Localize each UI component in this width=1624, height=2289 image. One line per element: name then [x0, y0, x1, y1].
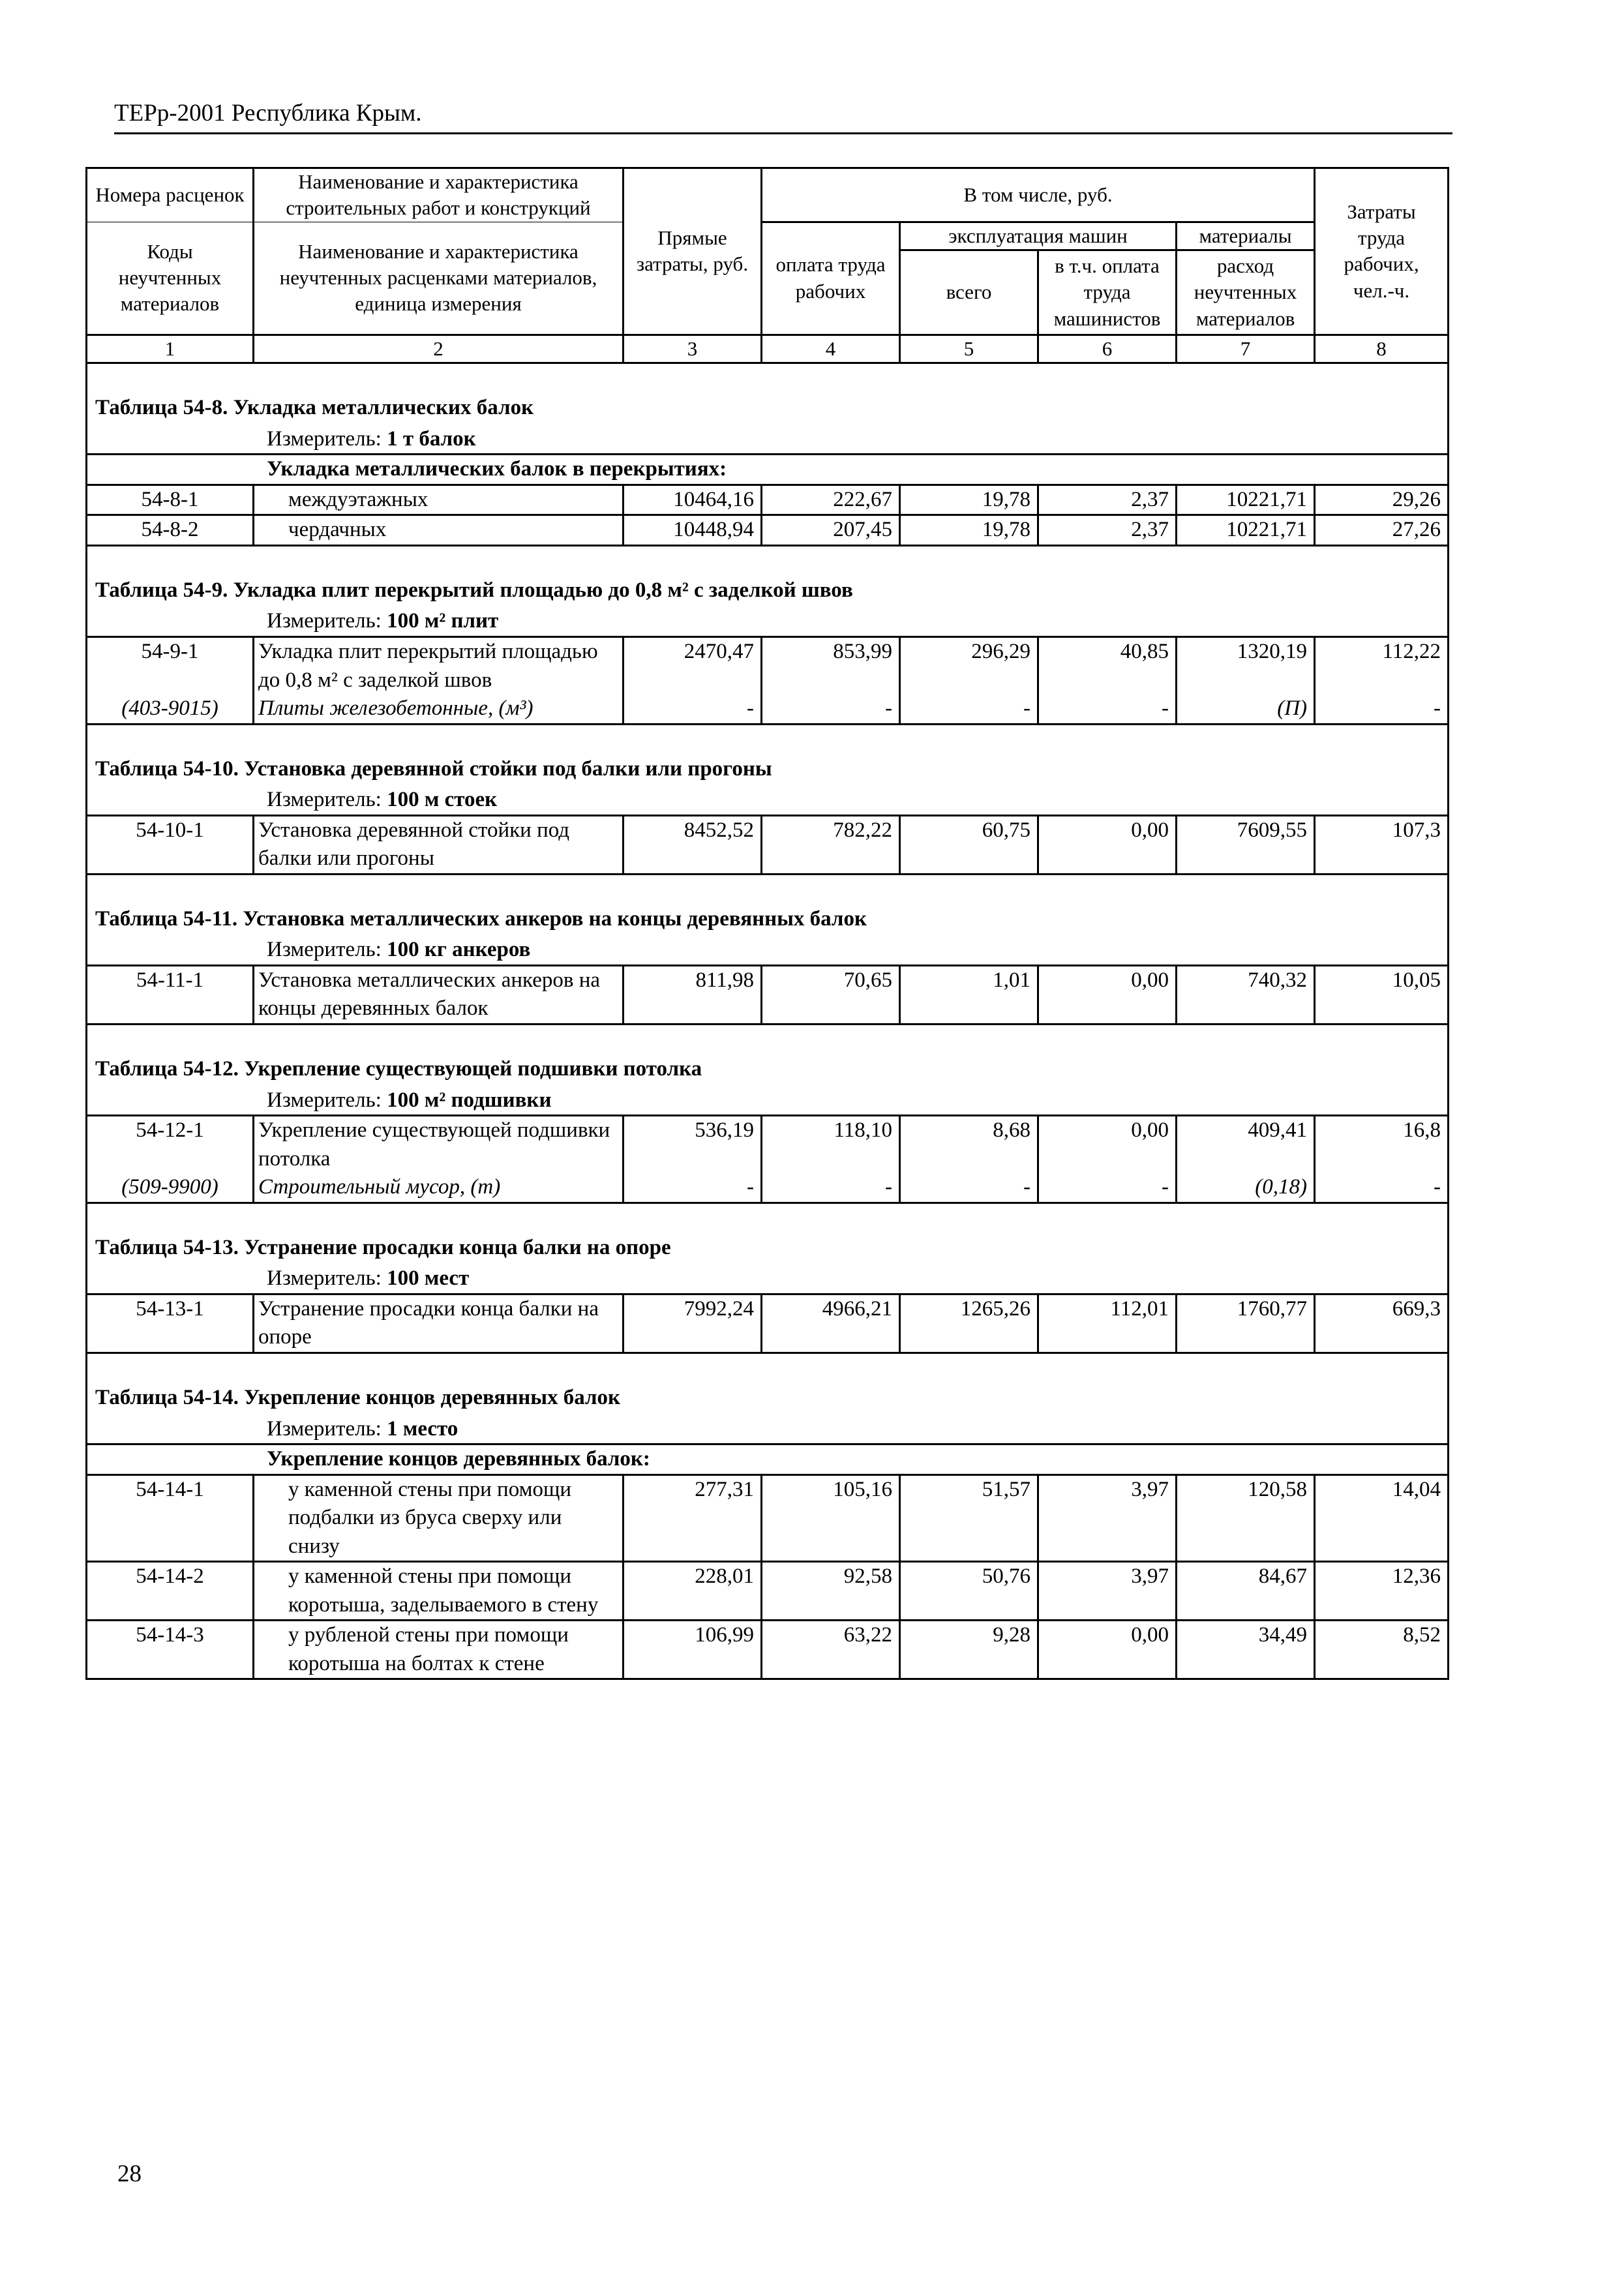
col6-header: в т.ч. оплата труда машинистов — [1038, 250, 1177, 335]
material-value-col-6: - — [1038, 695, 1177, 724]
material-code: (509-9900) — [87, 1173, 254, 1203]
value-col-6: 2,37 — [1038, 515, 1177, 546]
section-title: Таблица 54-12. Укрепление существующей подшивки потолка — [87, 1025, 1449, 1084]
value-col-6: 0,00 — [1038, 1621, 1177, 1679]
table-row — [87, 815, 1449, 874]
material-value-col-3: - — [624, 695, 762, 724]
material-value-col-7: (П) — [1177, 695, 1315, 724]
value-col-8: 669,3 — [1315, 1294, 1449, 1353]
measure-row — [87, 1262, 1449, 1294]
colnum-7: 7 — [1177, 335, 1315, 363]
value-col-7: 1320,19 — [1177, 637, 1315, 695]
measure-label: Измеритель: — [267, 1416, 387, 1441]
rate-code: 54-12-1 — [87, 1116, 254, 1174]
measure-value: 100 м² подшивки — [387, 1088, 552, 1112]
value-col-6: 0,00 — [1038, 1116, 1177, 1174]
section-title: Таблица 54-14. Укрепление концов деревянных балок — [87, 1353, 1449, 1412]
section-title-row — [87, 363, 1449, 423]
value-col-8: 107,3 — [1315, 815, 1449, 874]
col2-bottom: Наименование и характеристика неучтенных расценками материалов, единица измерения — [254, 222, 624, 335]
material-row — [87, 1173, 1449, 1203]
material-value-col-4: - — [762, 1173, 900, 1203]
value-col-8: 16,8 — [1315, 1116, 1449, 1174]
value-col-4: 118,10 — [762, 1116, 900, 1174]
section-title-row — [87, 1353, 1449, 1412]
value-col-7: 409,41 — [1177, 1116, 1315, 1174]
rate-name: Укладка плит перекрытий площадью до 0,8 м² с заделкой швов — [254, 637, 624, 695]
value-col-3: 106,99 — [624, 1621, 762, 1679]
rate-code: 54-8-1 — [87, 485, 254, 515]
material-value-col-5: - — [900, 1173, 1038, 1203]
section-title-row — [87, 1203, 1449, 1262]
value-col-4: 222,67 — [762, 485, 900, 515]
value-col-4: 4966,21 — [762, 1294, 900, 1353]
value-col-3: 811,98 — [624, 965, 762, 1024]
material-value-col-8: - — [1315, 1173, 1449, 1203]
rate-code: 54-13-1 — [87, 1294, 254, 1353]
measure-value: 1 место — [387, 1416, 459, 1441]
value-col-5: 1265,26 — [900, 1294, 1038, 1353]
value-col-5: 19,78 — [900, 485, 1038, 515]
document-header: ТЕРр-2001 Республика Крым. — [114, 100, 422, 127]
measure-label: Измеритель: — [267, 1088, 387, 1112]
col7-header: расход неучтенных материалов — [1177, 250, 1315, 335]
section-measure — [87, 1262, 1449, 1294]
value-col-3: 228,01 — [624, 1562, 762, 1621]
section-measure — [87, 1084, 1449, 1116]
rate-name: междуэтажных — [254, 485, 624, 515]
material-value-col-5: - — [900, 695, 1038, 724]
value-col-3: 536,19 — [624, 1116, 762, 1174]
group-label: Укладка металлических балок в перекрытиях: — [87, 455, 1449, 485]
section-measure — [87, 605, 1449, 636]
value-col-7: 10221,71 — [1177, 485, 1315, 515]
value-col-7: 10221,71 — [1177, 515, 1315, 546]
value-col-6: 2,37 — [1038, 485, 1177, 515]
material-name: Плиты железобетонные, (м³) — [254, 695, 624, 724]
rate-name: у каменной стены при помощи подбалки из бруса сверху или снизу — [254, 1474, 624, 1562]
incl-header: В том числе, руб. — [762, 168, 1315, 222]
colnum-5: 5 — [900, 335, 1038, 363]
value-col-3: 277,31 — [624, 1474, 762, 1562]
col3-header: Прямые затраты, руб. — [624, 168, 762, 335]
rate-code: 54-14-2 — [87, 1562, 254, 1621]
material-value-col-3: - — [624, 1173, 762, 1203]
value-col-3: 8452,52 — [624, 815, 762, 874]
col4-header: оплата труда рабочих — [762, 222, 900, 335]
value-col-7: 740,32 — [1177, 965, 1315, 1024]
value-col-7: 1760,77 — [1177, 1294, 1315, 1353]
section-title-row — [87, 724, 1449, 783]
rate-code: 54-11-1 — [87, 965, 254, 1024]
value-col-6: 40,85 — [1038, 637, 1177, 695]
value-col-8: 14,04 — [1315, 1474, 1449, 1562]
value-col-4: 207,45 — [762, 515, 900, 546]
value-col-8: 12,36 — [1315, 1562, 1449, 1621]
rate-code: 54-8-2 — [87, 515, 254, 546]
value-col-4: 70,65 — [762, 965, 900, 1024]
value-col-5: 50,76 — [900, 1562, 1038, 1621]
value-col-6: 3,97 — [1038, 1562, 1177, 1621]
value-col-5: 8,68 — [900, 1116, 1038, 1174]
measure-row — [87, 783, 1449, 815]
colnum-4: 4 — [762, 335, 900, 363]
value-col-3: 10448,94 — [624, 515, 762, 546]
measure-value: 100 м² плит — [387, 609, 499, 633]
value-col-6: 0,00 — [1038, 815, 1177, 874]
value-col-6: 0,00 — [1038, 965, 1177, 1024]
table-row — [87, 515, 1449, 546]
header-rule — [114, 132, 1452, 134]
material-value-col-8: - — [1315, 695, 1449, 724]
measure-label: Измеритель: — [267, 938, 387, 962]
value-col-7: 34,49 — [1177, 1621, 1315, 1679]
value-col-4: 63,22 — [762, 1621, 900, 1679]
rate-name: у каменной стены при помощи коротыша, заделываемого в стену — [254, 1562, 624, 1621]
col5-header: всего — [900, 250, 1038, 335]
measure-row — [87, 1413, 1449, 1444]
rate-name: Укрепление существующей подшивки потолка — [254, 1116, 624, 1174]
measure-label: Измеритель: — [267, 609, 387, 633]
col2-top: Наименование и характеристика строительных работ и конструкций — [254, 168, 624, 222]
measure-row — [87, 933, 1449, 965]
rate-name: Установка деревянной стойки под балки или прогоны — [254, 815, 624, 874]
value-col-4: 105,16 — [762, 1474, 900, 1562]
value-col-7: 84,67 — [1177, 1562, 1315, 1621]
rate-code: 54-14-1 — [87, 1474, 254, 1562]
rates-table — [85, 167, 1449, 1680]
value-col-8: 27,26 — [1315, 515, 1449, 546]
value-col-5: 51,57 — [900, 1474, 1038, 1562]
table-row — [87, 1562, 1449, 1621]
measure-label: Измеритель: — [267, 788, 387, 812]
measure-value: 1 т балок — [387, 426, 476, 451]
section-title: Таблица 54-9. Укладка плит перекрытий площадью до 0,8 м² с заделкой швов — [87, 545, 1449, 605]
measure-row — [87, 605, 1449, 636]
material-value-col-6: - — [1038, 1173, 1177, 1203]
value-col-3: 7992,24 — [624, 1294, 762, 1353]
group-row — [87, 1444, 1449, 1475]
value-col-5: 19,78 — [900, 515, 1038, 546]
material-value-col-4: - — [762, 695, 900, 724]
value-col-5: 1,01 — [900, 965, 1038, 1024]
section-measure — [87, 423, 1449, 455]
colnum-8: 8 — [1315, 335, 1449, 363]
value-col-4: 92,58 — [762, 1562, 900, 1621]
rate-code: 54-9-1 — [87, 637, 254, 695]
table-row — [87, 1294, 1449, 1353]
material-code: (403-9015) — [87, 695, 254, 724]
value-col-8: 29,26 — [1315, 485, 1449, 515]
measure-value: 100 м стоек — [387, 788, 498, 812]
col1-top: Номера расценок — [87, 168, 254, 222]
colnum-2: 2 — [254, 335, 624, 363]
section-measure — [87, 1413, 1449, 1444]
table-row — [87, 1621, 1449, 1679]
table-row — [87, 485, 1449, 515]
material-row — [87, 695, 1449, 724]
rate-name: у рубленой стены при помощи коротыша на болтах к стене — [254, 1621, 624, 1679]
table-row — [87, 965, 1449, 1024]
measure-value: 100 мест — [387, 1266, 470, 1291]
section-title: Таблица 54-13. Устранение просадки конца балки на опоре — [87, 1203, 1449, 1262]
rate-name: чердачных — [254, 515, 624, 546]
col1-bottom: Коды неучтенных материалов — [87, 222, 254, 335]
value-col-5: 9,28 — [900, 1621, 1038, 1679]
value-col-8: 10,05 — [1315, 965, 1449, 1024]
colnum-3: 3 — [624, 335, 762, 363]
group-label: Укрепление концов деревянных балок: — [87, 1444, 1449, 1475]
value-col-7: 120,58 — [1177, 1474, 1315, 1562]
value-col-6: 112,01 — [1038, 1294, 1177, 1353]
col8-header: Затраты труда рабочих, чел.-ч. — [1315, 168, 1449, 335]
measure-label: Измеритель: — [267, 426, 387, 451]
section-title: Таблица 54-8. Укладка металлических балок — [87, 363, 1449, 423]
table-header — [87, 168, 1449, 363]
colnum-6: 6 — [1038, 335, 1177, 363]
section-title: Таблица 54-10. Установка деревянной стойки под балки или прогоны — [87, 724, 1449, 783]
value-col-6: 3,97 — [1038, 1474, 1177, 1562]
rate-code: 54-14-3 — [87, 1621, 254, 1679]
measure-row — [87, 1084, 1449, 1116]
measure-value: 100 кг анкеров — [387, 938, 531, 962]
table-row — [87, 1474, 1449, 1562]
value-col-8: 8,52 — [1315, 1621, 1449, 1679]
section-measure — [87, 783, 1449, 815]
colnum-1: 1 — [87, 335, 254, 363]
group-row — [87, 455, 1449, 485]
section-title: Таблица 54-11. Установка металлических анкеров на концы деревянных балок — [87, 874, 1449, 933]
section-title-row — [87, 545, 1449, 605]
value-col-8: 112,22 — [1315, 637, 1449, 695]
section-title-row — [87, 1025, 1449, 1084]
table-row — [87, 1116, 1449, 1174]
value-col-4: 853,99 — [762, 637, 900, 695]
value-col-3: 10464,16 — [624, 485, 762, 515]
value-col-7: 7609,55 — [1177, 815, 1315, 874]
table-body — [87, 363, 1449, 1679]
table-row — [87, 637, 1449, 695]
material-name: Строительный мусор, (т) — [254, 1173, 624, 1203]
value-col-3: 2470,47 — [624, 637, 762, 695]
rate-code: 54-10-1 — [87, 815, 254, 874]
rate-name: Установка металлических анкеров на концы деревянных балок — [254, 965, 624, 1024]
section-title-row — [87, 874, 1449, 933]
machines-header: эксплуатация машин — [900, 222, 1177, 250]
page-number: 28 — [117, 2161, 142, 2187]
section-measure — [87, 933, 1449, 965]
measure-label: Измеритель: — [267, 1266, 387, 1291]
materials-header: материалы — [1177, 222, 1315, 250]
value-col-5: 296,29 — [900, 637, 1038, 695]
material-value-col-7: (0,18) — [1177, 1173, 1315, 1203]
rate-name: Устранение просадки конца балки на опоре — [254, 1294, 624, 1353]
measure-row — [87, 423, 1449, 455]
value-col-4: 782,22 — [762, 815, 900, 874]
value-col-5: 60,75 — [900, 815, 1038, 874]
